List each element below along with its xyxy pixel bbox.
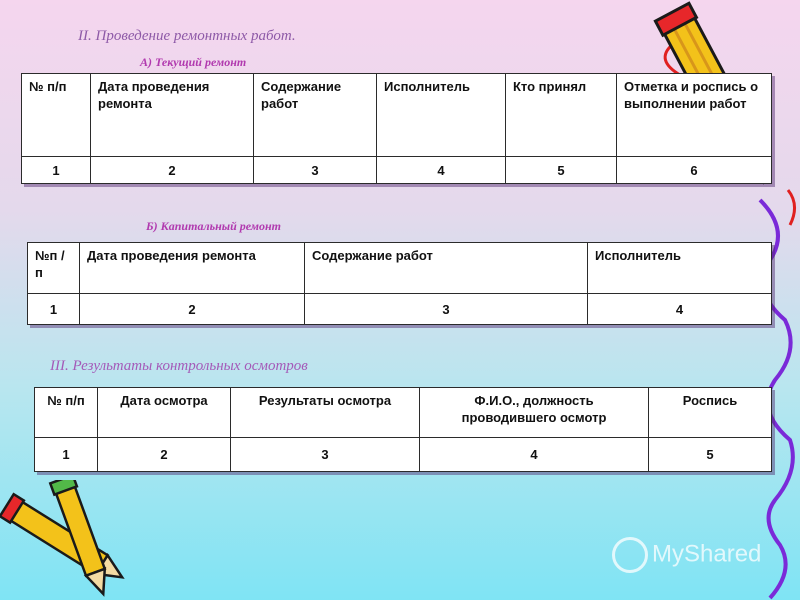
table-header-cell: Ф.И.О., должность проводившего осмотр bbox=[420, 388, 649, 438]
table-cell: 3 bbox=[254, 157, 377, 184]
table-header-row bbox=[22, 74, 772, 157]
table-header-cell: Дата проведения ремонта bbox=[80, 243, 305, 294]
capital-repair-table bbox=[27, 242, 772, 325]
table-cell: 2 bbox=[80, 294, 305, 325]
table-header-cell: Кто принял bbox=[506, 74, 617, 157]
table-cell: 4 bbox=[588, 294, 772, 325]
table-cell: 5 bbox=[506, 157, 617, 184]
crossed-pencils-icon bbox=[0, 480, 140, 600]
logo-icon bbox=[612, 537, 648, 573]
watermark-text: MyShared bbox=[652, 540, 762, 568]
table-header-cell: №п /п bbox=[28, 243, 80, 294]
table-header-cell: Исполнитель bbox=[588, 243, 772, 294]
table-cell: 1 bbox=[22, 157, 91, 184]
table-cell: 2 bbox=[98, 438, 231, 472]
watermark-logo bbox=[612, 537, 761, 573]
table-header-cell: № п/п bbox=[22, 74, 91, 157]
table-cell: 4 bbox=[420, 438, 649, 472]
section-heading-inspections: III. Результаты контрольных осмотров bbox=[50, 358, 308, 374]
table-header-cell: Отметка и роспись о выполнении работ bbox=[617, 74, 772, 157]
table-cell: 3 bbox=[305, 294, 588, 325]
table-cell: 4 bbox=[377, 157, 506, 184]
table-header-cell: Исполнитель bbox=[377, 74, 506, 157]
table-header-row bbox=[28, 243, 772, 294]
table-header-cell: Дата проведения ремонта bbox=[91, 74, 254, 157]
current-repair-table bbox=[21, 73, 772, 184]
table-header-cell: Результаты осмотра bbox=[231, 388, 420, 438]
subheading-capital-repair: Б) Капитальный ремонт bbox=[146, 219, 281, 233]
table-cell: 1 bbox=[35, 438, 98, 472]
subheading-current-repair: А) Текущий ремонт bbox=[140, 55, 247, 69]
table-header-cell: Дата осмотра bbox=[98, 388, 231, 438]
table-header-cell: № п/п bbox=[35, 388, 98, 438]
table-cell: 2 bbox=[91, 157, 254, 184]
section-heading-repairs: II. Проведение ремонтных работ. bbox=[78, 28, 296, 44]
table-cell: 6 bbox=[617, 157, 772, 184]
table-cell: 3 bbox=[231, 438, 420, 472]
table-row bbox=[22, 157, 772, 184]
table-row bbox=[35, 438, 772, 472]
table-header-cell: Содержание работ bbox=[254, 74, 377, 157]
table-header-cell: Содержание работ bbox=[305, 243, 588, 294]
table-cell: 5 bbox=[649, 438, 772, 472]
table-header-row bbox=[35, 388, 772, 438]
table-header-cell: Роспись bbox=[649, 388, 772, 438]
table-row bbox=[28, 294, 772, 325]
inspection-results-table bbox=[34, 387, 772, 472]
table-cell: 1 bbox=[28, 294, 80, 325]
